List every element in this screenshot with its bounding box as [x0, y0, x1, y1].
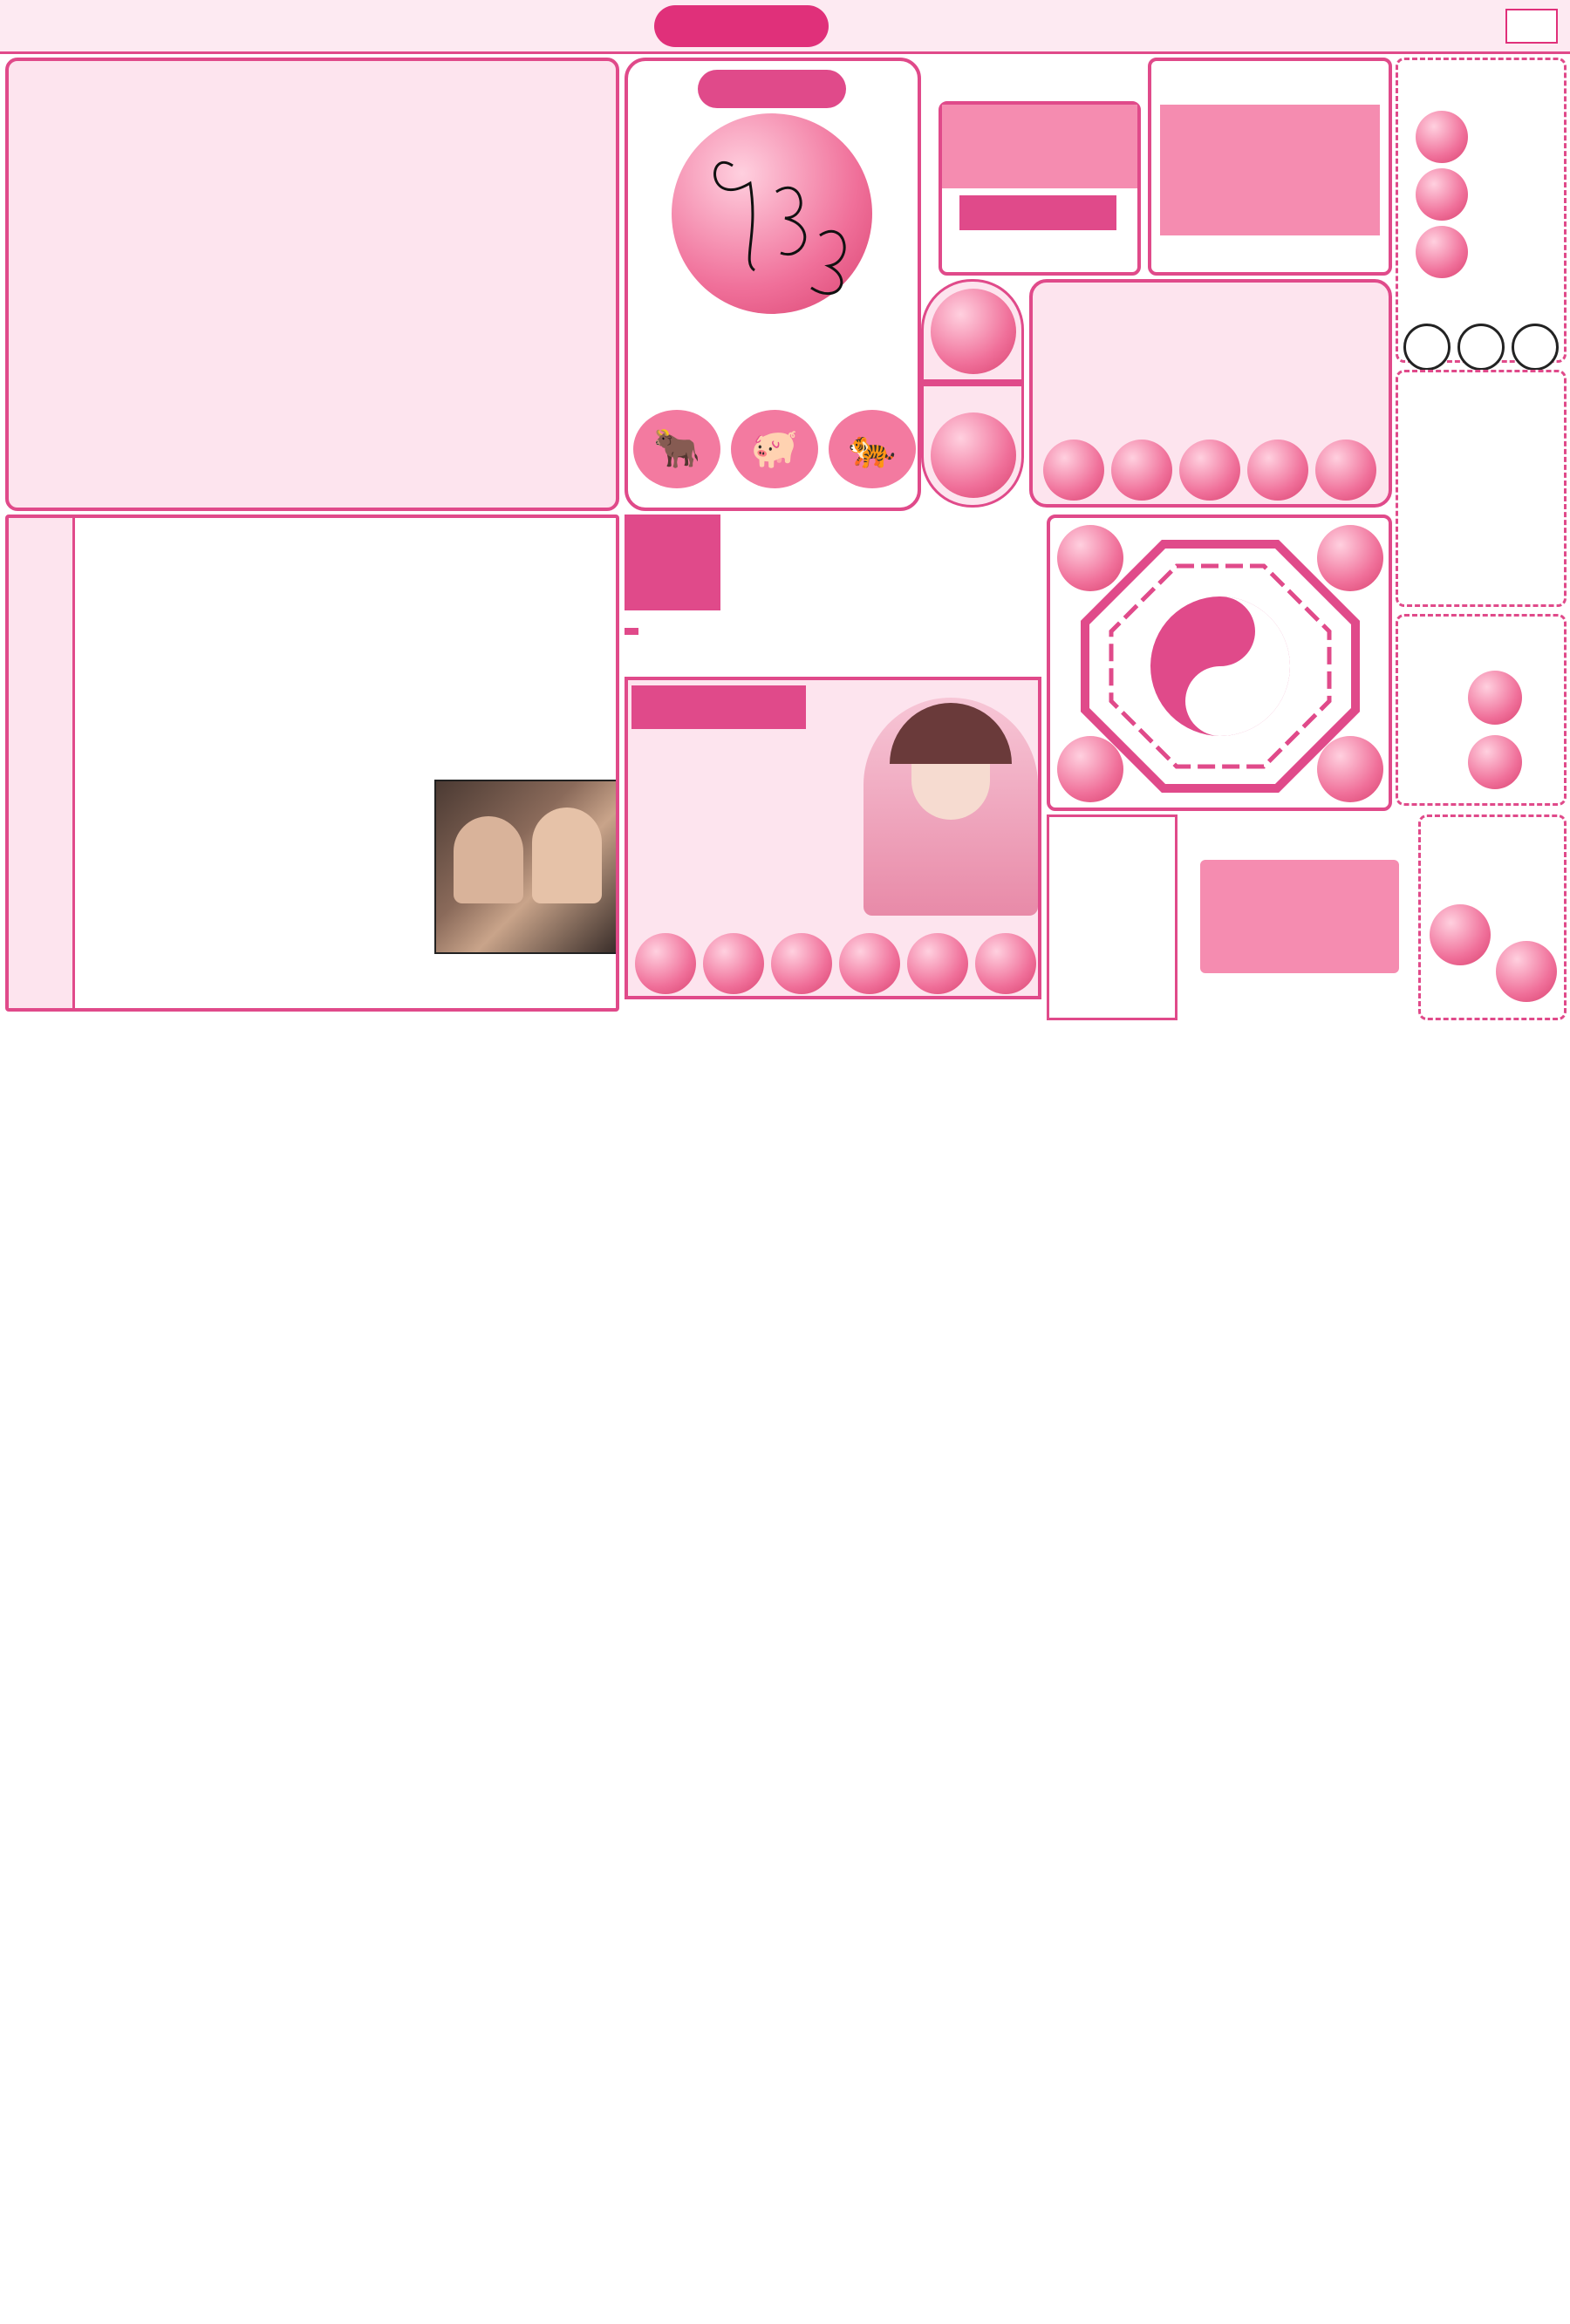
shentou-label: [698, 70, 846, 108]
baijie-wave-ball: [771, 933, 832, 994]
riddle-bg: [942, 105, 1137, 188]
bagua-ball: [1057, 736, 1123, 802]
baijie-wave-ball: [907, 933, 968, 994]
tail-number: [1403, 324, 1451, 371]
tail-number: [1512, 324, 1559, 371]
xiong-panel: [1148, 58, 1392, 276]
baijie-wave-title: [631, 685, 806, 729]
baijie-wave-box: [625, 677, 1041, 999]
funny-story-panel: [5, 515, 619, 1012]
baijie-panel: [1029, 279, 1392, 508]
tail-ball: [1416, 226, 1468, 278]
model-hair: [890, 703, 1012, 764]
couple-photo: [434, 780, 618, 954]
one-char-box: [1200, 860, 1399, 973]
attack-value: [1468, 671, 1522, 725]
baijie-ball: [1247, 440, 1308, 501]
baijie-wave-ball: [975, 933, 1036, 994]
photo-person: [454, 816, 523, 903]
bagua-panel: [1047, 515, 1392, 811]
shentou-panel: [625, 58, 921, 511]
tail-number: [1457, 324, 1505, 371]
site-logo: [654, 5, 829, 47]
pig-icon: 🐖: [731, 410, 818, 488]
photo-person: [532, 808, 602, 903]
double-code-ball: [931, 412, 1016, 498]
digit-poem-panel: [1047, 814, 1178, 1020]
strong-tail-panel: [1396, 58, 1567, 363]
ox-icon: 🐂: [633, 410, 720, 488]
zodiac-guess-box: [939, 101, 1141, 276]
zodiac-guess-panel: [926, 58, 1144, 276]
xuanji-panel: [5, 58, 619, 511]
edition-badge: [1505, 9, 1558, 44]
baijie-wave-ball: [703, 933, 764, 994]
handwriting-scribble: [672, 113, 872, 314]
baijie-ball: [1315, 440, 1376, 501]
strategy-panel: [1396, 370, 1567, 607]
selected-ball: [1430, 904, 1491, 965]
baijie-wave-ball: [839, 933, 900, 994]
baijie-ball: [1111, 440, 1172, 501]
baijie-poem-label: [625, 628, 638, 635]
bagua-ball: [1317, 525, 1383, 591]
tail-ball: [1416, 168, 1468, 221]
baijie-tag: [625, 515, 720, 610]
model-photo: [864, 698, 1038, 916]
xiong-box: [1160, 105, 1380, 235]
selected-numbers-panel: [1418, 814, 1567, 1020]
tiger-icon: 🐅: [829, 410, 916, 488]
baijie-ball: [1179, 440, 1240, 501]
double-code-panel: [921, 279, 1024, 508]
double-code-label: [924, 379, 1021, 386]
defense-value: [1468, 735, 1522, 789]
baijie-wave-ball: [635, 933, 696, 994]
door-trend-panel: [1396, 614, 1567, 806]
double-code-ball: [931, 289, 1016, 374]
bagua-ball: [1057, 525, 1123, 591]
baijie-ball: [1043, 440, 1104, 501]
top-banner: [0, 0, 1570, 54]
bagua-character: [1172, 605, 1268, 727]
handwritten-digits-ball: [672, 113, 872, 314]
provider-label: [959, 195, 1116, 230]
one-char-panel: [1183, 814, 1413, 1020]
baijie-special-panel: [625, 515, 1041, 1003]
bagua-ball: [1317, 736, 1383, 802]
selected-ball: [1496, 941, 1557, 1002]
tail-ball: [1416, 111, 1468, 163]
story-side-banner: [9, 518, 75, 1012]
